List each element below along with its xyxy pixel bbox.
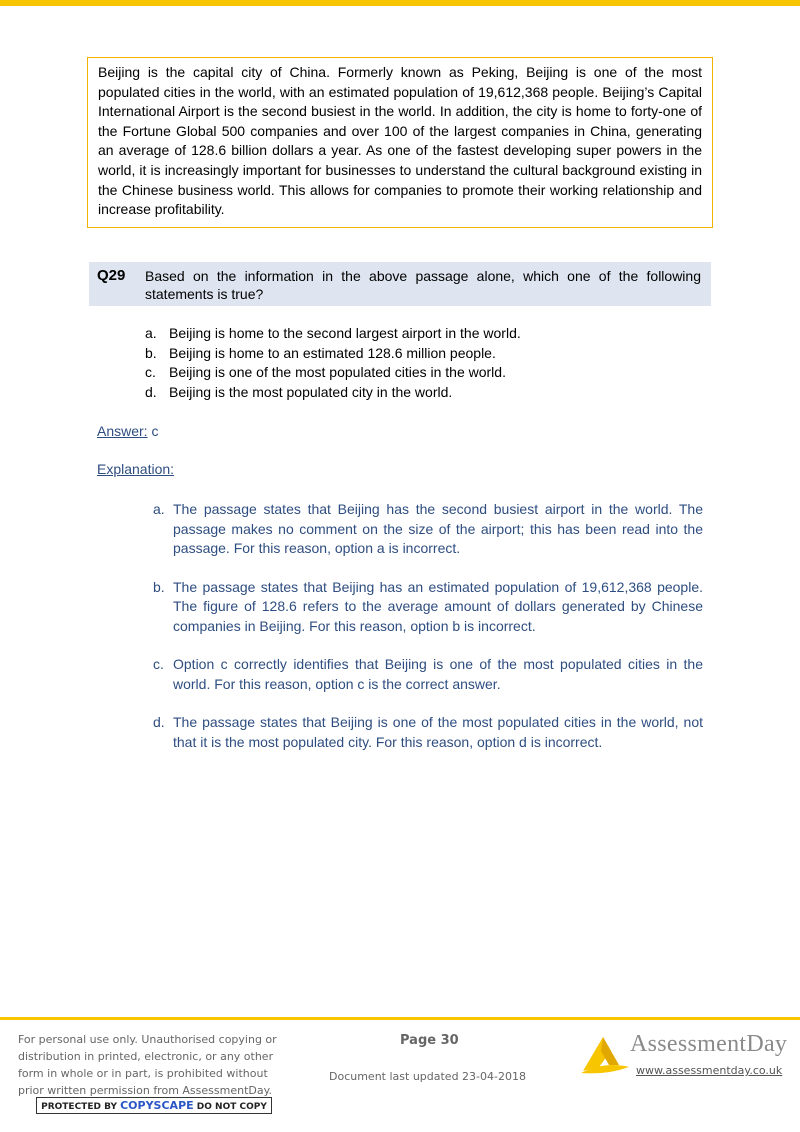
explanation-letter: c. [153,656,164,672]
document-updated: Document last updated 23-04-2018 [329,1070,526,1083]
answer-value: c [151,423,159,439]
explanation-item-b [153,578,703,637]
passage-box [87,57,713,228]
option-letter: d. [145,383,157,400]
copyright-notice: For personal use only. Unauthorised copying or distribution in printed, electronic, or any other form in whole or in part, is prohibited without prior written permission from AssessmentDay. [18,1033,277,1097]
explanation-text: The passage states that Beijing has an estimated population of 19,612,368 people. The figure of 128.6 refers to the average amount of dollars generated by Chinese companies in Beijing. For this reason, option b is incorrect. [173,578,703,634]
explanation-text: The passage states that Beijing is one of the most populated cities in the world, not that it is the most populated city. For this reason, option d is incorrect. [173,714,703,750]
explanation-text: Option c correctly identifies that Beijing is one of the most populated cities in the world. For this reason, option c is the correct answer. [173,656,703,692]
option-text: Beijing is the most populated city in the world. [169,383,453,400]
copyscape-badge[interactable] [36,1097,272,1114]
page-number: Page 30 [400,1033,459,1048]
explanation-letter: a. [153,501,165,517]
option-text: Beijing is home to an estimated 128.6 million people. [169,344,496,361]
option-letter: b. [145,344,157,361]
option-d [145,383,521,403]
question-text: Based on the information in the above passage alone, which one of the following statements is true? [145,268,701,302]
assessmentday-logo-icon [579,1031,631,1075]
footer-accent-bar [0,1017,800,1020]
option-c [145,363,521,383]
option-a [145,324,521,344]
explanation-item-d [153,713,703,752]
question-header [89,262,711,306]
copyscape-brand: COPYSCAPE [120,1099,194,1112]
explanation-letter: b. [153,578,165,595]
option-letter: a. [145,325,157,341]
option-text: Beijing is home to the second largest airport in the world. [169,325,521,341]
explanation-text: The passage states that Beijing has the second busiest airport in the world. The passage makes no comment on the size of the airport; this has been read into the passage. For this reason, option a is incorrect. [173,501,703,556]
question-number: Q29 [97,267,126,284]
explanation-title: Explanation: [97,461,175,477]
explanation-item-c [153,655,703,694]
top-accent-bar [0,0,800,6]
explanation-item-a [153,500,703,559]
answer-options [145,324,521,402]
answer-line [97,423,158,439]
explanation-list [153,500,703,771]
answer-label: Answer: [97,423,148,439]
logo-wordmark: AssessmentDay [630,1031,788,1057]
option-text: Beijing is one of the most populated cities in the world. [169,364,506,381]
protected-prefix: PROTECTED BY [41,1102,117,1112]
option-b [145,344,521,364]
passage-text: Beijing is the capital city of China. Formerly known as Peking, Beijing is one of the most populated cities in the world, with an estimated population of 19,612,368 people. Beijing’s Capital International Airport is the second busiest in the world. In addition, the city is home to forty-one of the Fortune Global 500 companies and over 100 of the largest companies in China, generating an average of 128.6 billion dollars a year. As one of the fastest developing super powers in the world, it is increasingly important for businesses to understand the cultural background existing in the Chinese business world. This allows for companies to promote their working relationship and increase profitability. [98,64,702,218]
protected-suffix: DO NOT COPY [196,1102,267,1112]
option-letter: c. [145,364,156,381]
explanation-letter: d. [153,714,165,730]
website-link[interactable]: www.assessmentday.co.uk [636,1064,783,1077]
